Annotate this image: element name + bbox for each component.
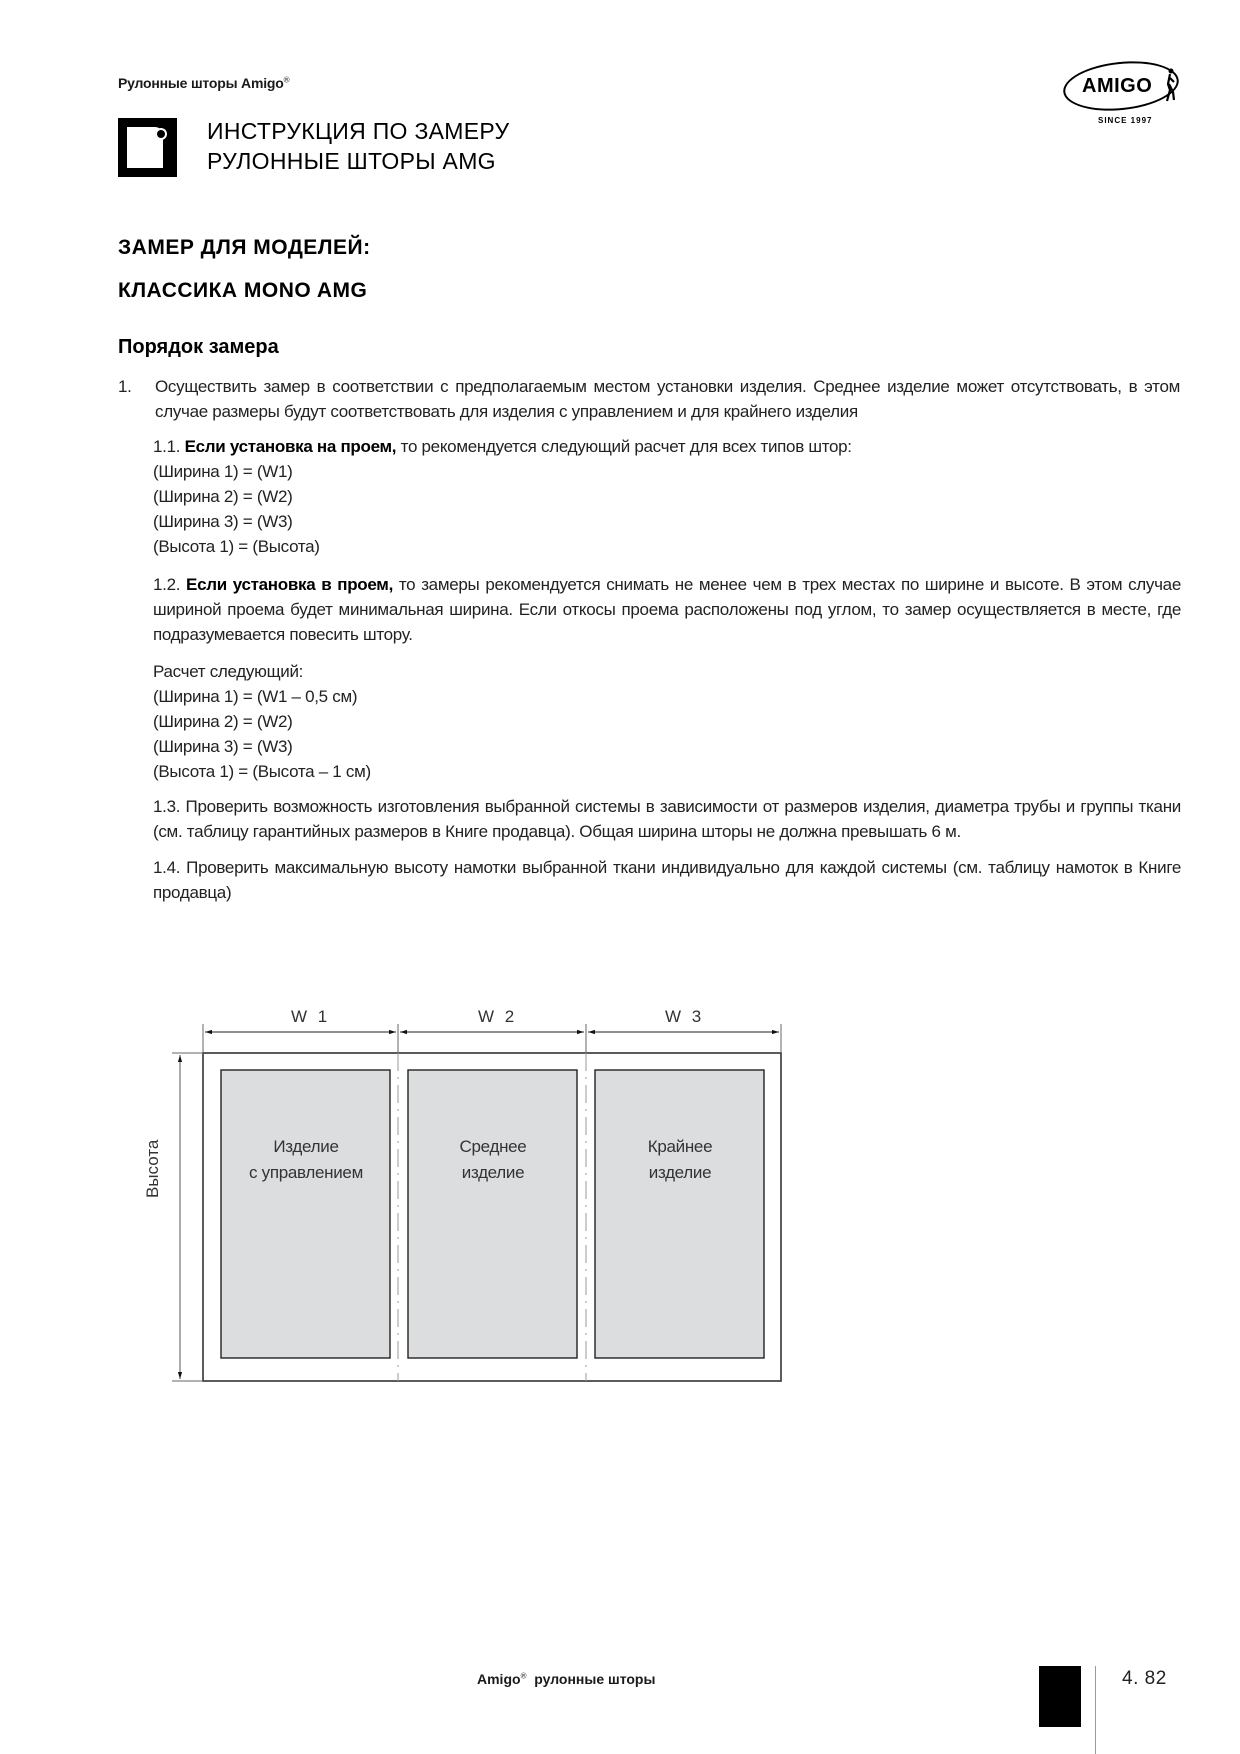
running-header-text: Рулонные шторы Amigo <box>118 75 284 91</box>
footer-marker-block <box>1039 1666 1081 1727</box>
heading-model-name: КЛАССИКА MONO AMG <box>118 279 368 302</box>
page-number: 4. 82 <box>1122 1668 1167 1689</box>
step-1-text: Осуществить замер в соответствии с предполагаемым местом установки изделия. Среднее изделие может отсутствовать, в этом случае размеры будут соответствовать для изделия с управлением и для крайнего изделия <box>155 377 1180 421</box>
panel-control-label <box>221 1134 391 1186</box>
panel-middle-label <box>408 1134 578 1186</box>
list-number: 1. <box>118 377 132 396</box>
calculation-label: Расчет следующий: <box>153 662 304 681</box>
page-title-line2: РУЛОННЫЕ ШТОРЫ AMG <box>207 148 496 174</box>
step-1-1-text: то рекомендуется следующий расчет для всех типов штор: <box>396 437 852 456</box>
page-title-line1: ИНСТРУКЦИЯ ПО ЗАМЕРУ <box>207 118 510 144</box>
footer-text: рулонные шторы <box>534 1671 656 1687</box>
formula: (Высота 1) = (Высота) <box>153 537 320 556</box>
formula: (Ширина 2) = (W2) <box>153 712 293 731</box>
registered-mark: ® <box>283 75 290 85</box>
step-1-2-number: 1.2. <box>153 575 181 594</box>
width-label-w3: W 3 <box>665 1007 705 1026</box>
step-1-2-text: то замеры рекомендуется снимать не менее чем в трех местах по ширине и высоте. В этом случае шириной проема будет минимальная ширина. Если откосы проема расположены под углом, то замер осуществляется в месте, где подразумевается повесить штору. <box>153 575 1181 644</box>
panel-label-line: изделие <box>461 1163 525 1182</box>
heading-order: Порядок замера <box>118 336 279 358</box>
footer-brand <box>477 1671 655 1687</box>
width-label-w2: W 2 <box>478 1007 518 1026</box>
step-1-2-bold: Если установка в проем, <box>186 575 394 594</box>
step-1-1-number: 1.1. <box>153 437 181 456</box>
formula: (Ширина 2) = (W2) <box>153 487 293 506</box>
registered-mark: ® <box>520 1671 527 1681</box>
panel-end-label <box>595 1134 765 1186</box>
formula: (Ширина 1) = (W1) <box>153 462 293 481</box>
panel-label-line: с управлением <box>249 1163 363 1182</box>
panel-label-line: Среднее <box>459 1137 527 1156</box>
formula: (Ширина 1) = (W1 – 0,5 см) <box>153 687 358 706</box>
footer-divider <box>1095 1666 1096 1754</box>
height-label: Высота <box>143 1139 162 1198</box>
width-label-w1: W 1 <box>291 1007 331 1026</box>
panel-label-line: Крайнее <box>647 1137 713 1156</box>
formula: (Ширина 3) = (W3) <box>153 512 293 531</box>
panel-label-line: изделие <box>648 1163 712 1182</box>
panel-label-line: Изделие <box>273 1137 339 1156</box>
footer-brand-name: Amigo <box>477 1671 521 1687</box>
step-1-4-text: 1.4. Проверить максимальную высоту намотки выбранной ткани индивидуально для каждой системы (см. таблицу намоток в Книге продавца) <box>153 858 1181 902</box>
formula: (Ширина 3) = (W3) <box>153 737 293 756</box>
step-1-3-text: 1.3. Проверить возможность изготовления выбранной системы в зависимости от размеров изделия, диаметра трубы и группы ткани (см. таблицу гарантийных размеров в Книге продавца). Общая ширина шторы не должна превышать 6 м. <box>153 797 1181 841</box>
logo-since: SINCE 1997 <box>1098 116 1153 125</box>
formula: (Высота 1) = (Высота – 1 см) <box>153 762 371 781</box>
heading-models: ЗАМЕР ДЛЯ МОДЕЛЕЙ: <box>118 236 371 259</box>
logo-wordmark: AMIGO <box>1082 75 1153 97</box>
step-1-1-bold: Если установка на проем, <box>184 437 397 456</box>
